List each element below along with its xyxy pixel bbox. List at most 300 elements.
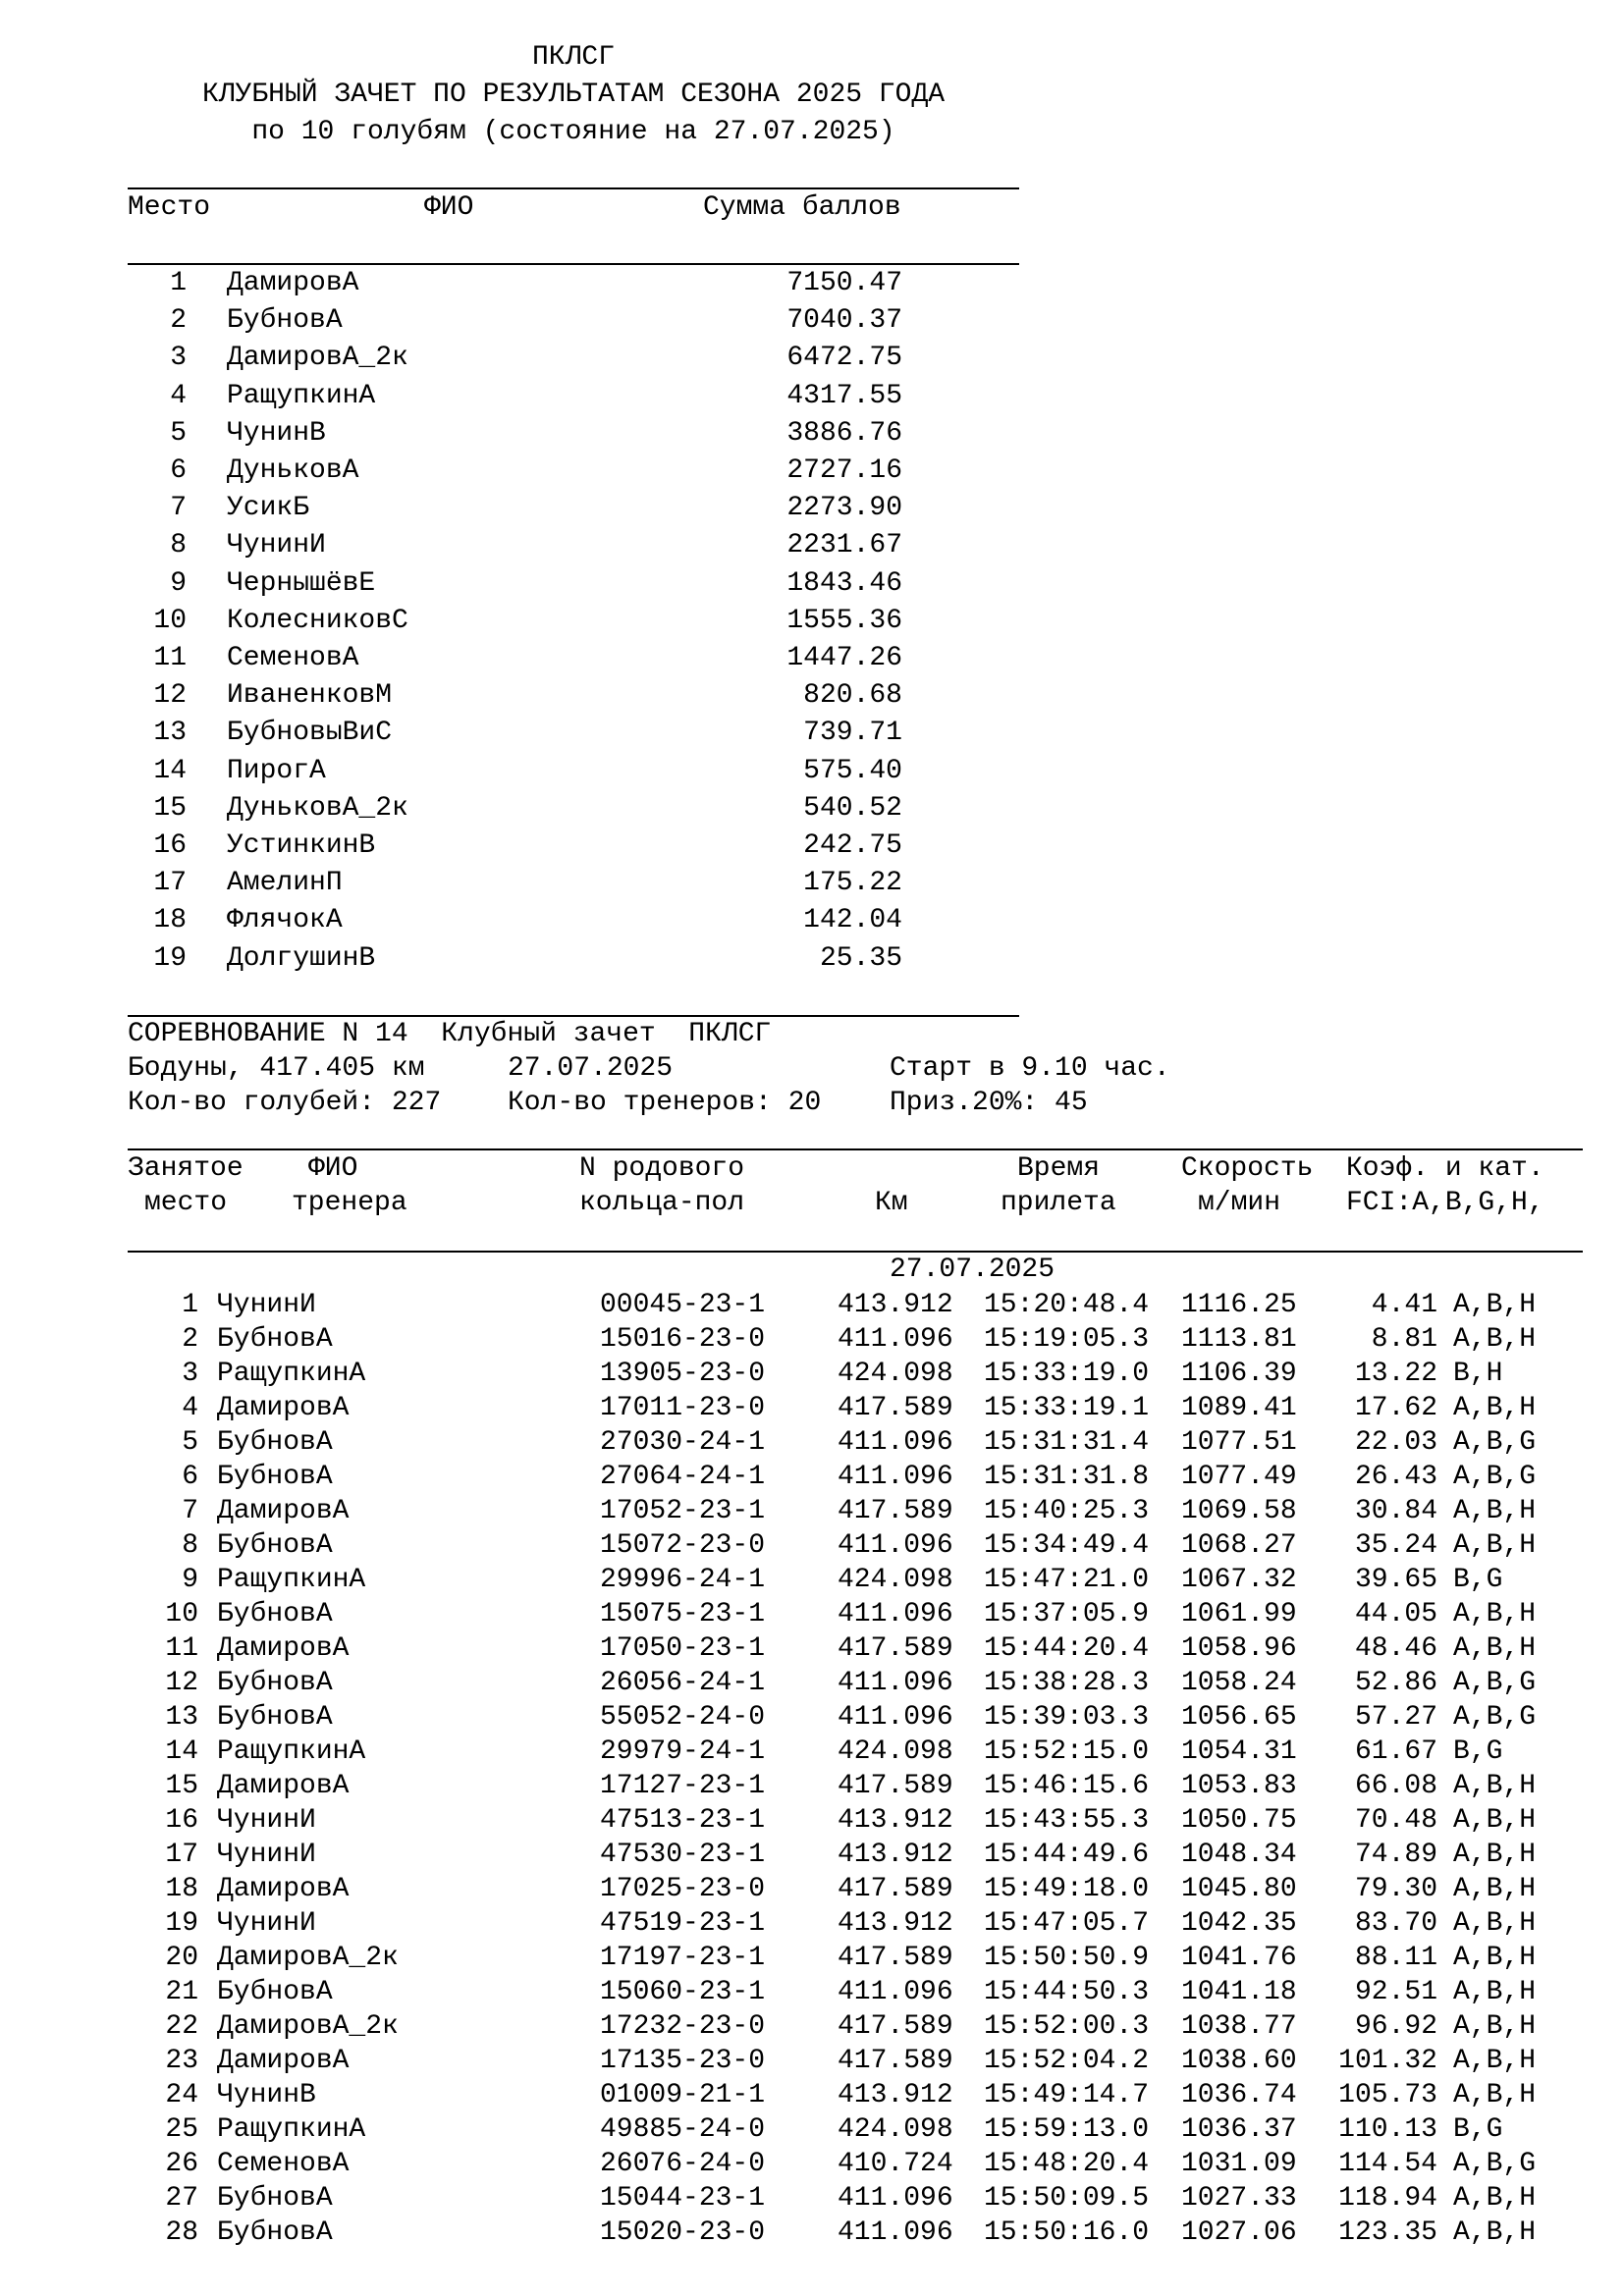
- results-header-speed: Скорость: [1181, 1153, 1314, 1184]
- result-trainer: ДамировА: [217, 2046, 350, 2076]
- result-category: A,B,H: [1453, 2080, 1537, 2110]
- result-ring: 17052-23-1: [600, 1496, 766, 1526]
- result-trainer: БубновА: [217, 1599, 333, 1629]
- result-coef: 61.67: [1354, 1736, 1437, 1767]
- results-header-time: Время: [1017, 1153, 1101, 1184]
- club-name: ПКЛСГ: [531, 42, 615, 73]
- standing-place: 5: [170, 417, 187, 449]
- result-category: A,B,H: [1453, 1805, 1537, 1836]
- result-ring: 47519-23-1: [600, 1908, 766, 1939]
- result-time: 15:48:20.4: [984, 2149, 1150, 2179]
- results-header-time: прилета: [1001, 1188, 1116, 1218]
- result-trainer: ЧунинИ: [217, 1840, 316, 1870]
- standing-score: 4317.55: [786, 380, 902, 411]
- result-category: A,B,H: [1453, 1290, 1537, 1320]
- standing-score: 2273.90: [786, 493, 902, 524]
- result-coef: 44.05: [1354, 1599, 1437, 1629]
- result-time: 15:43:55.3: [984, 1805, 1150, 1836]
- result-km: 411.096: [838, 1977, 953, 2007]
- result-ring: 47530-23-1: [600, 1840, 766, 1870]
- result-km: 417.589: [838, 1393, 953, 1423]
- result-trainer: БубновА: [217, 1668, 333, 1698]
- result-coef: 118.94: [1338, 2183, 1437, 2214]
- result-category: B,G: [1453, 1736, 1503, 1767]
- result-trainer: ДамировА: [217, 1633, 350, 1664]
- result-coef: 74.89: [1354, 1840, 1437, 1870]
- standing-name: ЧунинВ: [227, 417, 326, 449]
- result-place: 23: [165, 2046, 198, 2076]
- result-coef: 57.27: [1354, 1702, 1437, 1733]
- result-trainer: ДамировА: [217, 1874, 350, 1904]
- result-speed: 1045.80: [1181, 1874, 1297, 1904]
- result-ring: 13905-23-0: [600, 1359, 766, 1389]
- result-category: B,G: [1453, 1565, 1503, 1595]
- result-category: A,B,G: [1453, 1668, 1537, 1698]
- standing-score: 3886.76: [786, 417, 902, 449]
- competition-location: Бодуны, 417.405 км: [128, 1053, 425, 1084]
- results-header-coef: FCI:A,B,G,H,: [1346, 1188, 1544, 1218]
- result-trainer: БубновА: [217, 1427, 333, 1458]
- result-time: 15:50:50.9: [984, 1943, 1150, 1973]
- standing-score: 575.40: [803, 755, 902, 786]
- standing-name: ИваненковМ: [227, 680, 393, 712]
- result-place: 24: [165, 2080, 198, 2110]
- result-category: B,G: [1453, 2114, 1503, 2145]
- standing-score: 142.04: [803, 905, 902, 936]
- results-header-name: ФИО: [308, 1153, 358, 1184]
- standing-score: 7040.37: [786, 305, 902, 337]
- standing-place: 6: [170, 455, 187, 486]
- result-speed: 1068.27: [1181, 1530, 1297, 1561]
- result-speed: 1067.32: [1181, 1565, 1297, 1595]
- standing-score: 2231.67: [786, 530, 902, 561]
- result-time: 15:39:03.3: [984, 1702, 1150, 1733]
- result-speed: 1031.09: [1181, 2149, 1297, 2179]
- standing-place: 14: [153, 755, 187, 786]
- result-km: 411.096: [838, 1599, 953, 1629]
- result-trainer: БубновА: [217, 2217, 333, 2248]
- result-km: 417.589: [838, 1496, 953, 1526]
- result-category: A,B,H: [1453, 1324, 1537, 1355]
- result-coef: 30.84: [1354, 1496, 1437, 1526]
- result-speed: 1077.49: [1181, 1462, 1297, 1492]
- result-category: A,B,H: [1453, 1840, 1537, 1870]
- results-header-ring: кольца-пол: [579, 1188, 745, 1218]
- result-speed: 1027.06: [1181, 2217, 1297, 2248]
- result-km: 411.096: [838, 2183, 953, 2214]
- result-ring: 15072-23-0: [600, 1530, 766, 1561]
- result-time: 15:47:21.0: [984, 1565, 1150, 1595]
- standing-name: УстинкинВ: [227, 830, 376, 861]
- competition-title: СОРЕВНОВАНИЕ N 14 Клубный зачет ПКЛСГ: [128, 1019, 772, 1049]
- result-place: 27: [165, 2183, 198, 2214]
- trainer-count: Кол-во тренеров: 20: [508, 1088, 822, 1118]
- standing-place: 8: [170, 530, 187, 561]
- result-trainer: ДамировА: [217, 1393, 350, 1423]
- result-speed: 1116.25: [1181, 1290, 1297, 1320]
- standing-name: КолесниковС: [227, 605, 408, 636]
- result-km: 417.589: [838, 1771, 953, 1801]
- divider: [128, 1015, 1019, 1017]
- result-category: A,B,H: [1453, 2217, 1537, 2248]
- result-km: 417.589: [838, 2046, 953, 2076]
- result-ring: 15075-23-1: [600, 1599, 766, 1629]
- result-ring: 29979-24-1: [600, 1736, 766, 1767]
- results-header-ring: N родового: [579, 1153, 745, 1184]
- result-coef: 110.13: [1338, 2114, 1437, 2145]
- result-coef: 4.41: [1371, 1290, 1437, 1320]
- standing-place: 9: [170, 567, 187, 599]
- result-km: 417.589: [838, 1943, 953, 1973]
- result-km: 411.096: [838, 1668, 953, 1698]
- result-km: 417.589: [838, 1633, 953, 1664]
- result-trainer: ЧунинИ: [217, 1805, 316, 1836]
- result-place: 13: [165, 1702, 198, 1733]
- result-place: 9: [182, 1565, 198, 1595]
- standing-score: 1843.46: [786, 567, 902, 599]
- divider: [128, 263, 1019, 265]
- result-speed: 1038.77: [1181, 2011, 1297, 2042]
- result-time: 15:50:09.5: [984, 2183, 1150, 2214]
- result-trainer: ДамировА_2к: [217, 1943, 399, 1973]
- result-time: 15:50:16.0: [984, 2217, 1150, 2248]
- result-km: 413.912: [838, 1840, 953, 1870]
- result-trainer: РащупкинА: [217, 1736, 366, 1767]
- result-time: 15:44:50.3: [984, 1977, 1150, 2007]
- standing-place: 17: [153, 868, 187, 899]
- standing-place: 10: [153, 605, 187, 636]
- result-category: A,B,H: [1453, 1393, 1537, 1423]
- result-time: 15:44:49.6: [984, 1840, 1150, 1870]
- result-trainer: БубновА: [217, 1530, 333, 1561]
- result-speed: 1061.99: [1181, 1599, 1297, 1629]
- result-speed: 1048.34: [1181, 1840, 1297, 1870]
- competition-start: Старт в 9.10 час.: [890, 1053, 1170, 1084]
- standing-score: 6472.75: [786, 343, 902, 374]
- standing-name: ДуньковА_2к: [227, 792, 408, 824]
- standing-name: БубновА: [227, 305, 343, 337]
- result-km: 417.589: [838, 2011, 953, 2042]
- standing-place: 2: [170, 305, 187, 337]
- standing-name: ДуньковА: [227, 455, 359, 486]
- result-speed: 1058.96: [1181, 1633, 1297, 1664]
- result-km: 424.098: [838, 1565, 953, 1595]
- standing-score: 820.68: [803, 680, 902, 712]
- result-km: 411.096: [838, 1530, 953, 1561]
- result-km: 413.912: [838, 2080, 953, 2110]
- result-coef: 88.11: [1354, 1943, 1437, 1973]
- result-speed: 1038.60: [1181, 2046, 1297, 2076]
- result-category: A,B,H: [1453, 1633, 1537, 1664]
- result-time: 15:20:48.4: [984, 1290, 1150, 1320]
- results-header-km: Км: [875, 1188, 908, 1218]
- standing-place: 11: [153, 643, 187, 673]
- standing-place: 4: [170, 380, 187, 411]
- standings-header-score: Сумма баллов: [703, 192, 901, 223]
- result-speed: 1041.76: [1181, 1943, 1297, 1973]
- result-trainer: БубновА: [217, 1977, 333, 2007]
- result-km: 410.724: [838, 2149, 953, 2179]
- result-trainer: РащупкинА: [217, 2114, 366, 2145]
- result-ring: 17135-23-0: [600, 2046, 766, 2076]
- result-ring: 15060-23-1: [600, 1977, 766, 2007]
- result-km: 413.912: [838, 1805, 953, 1836]
- result-ring: 17025-23-0: [600, 1874, 766, 1904]
- result-speed: 1054.31: [1181, 1736, 1297, 1767]
- standings-header-name: ФИО: [424, 192, 474, 223]
- result-time: 15:47:05.7: [984, 1908, 1150, 1939]
- standing-name: ПирогА: [227, 755, 326, 786]
- result-speed: 1036.74: [1181, 2080, 1297, 2110]
- result-place: 2: [182, 1324, 198, 1355]
- result-place: 22: [165, 2011, 198, 2042]
- result-speed: 1089.41: [1181, 1393, 1297, 1423]
- result-ring: 55052-24-0: [600, 1702, 766, 1733]
- result-place: 20: [165, 1943, 198, 1973]
- result-time: 15:52:15.0: [984, 1736, 1150, 1767]
- result-km: 417.589: [838, 1874, 953, 1904]
- result-time: 15:19:05.3: [984, 1324, 1150, 1355]
- result-trainer: БубновА: [217, 1702, 333, 1733]
- result-category: A,B,H: [1453, 1599, 1537, 1629]
- result-km: 411.096: [838, 1462, 953, 1492]
- result-ring: 15016-23-0: [600, 1324, 766, 1355]
- result-trainer: СеменовА: [217, 2149, 350, 2179]
- result-ring: 00045-23-1: [600, 1290, 766, 1320]
- result-time: 15:31:31.8: [984, 1462, 1150, 1492]
- result-category: A,B,H: [1453, 1771, 1537, 1801]
- result-category: A,B,H: [1453, 1977, 1537, 2007]
- result-time: 15:33:19.1: [984, 1393, 1150, 1423]
- result-time: 15:49:18.0: [984, 1874, 1150, 1904]
- result-place: 28: [165, 2217, 198, 2248]
- result-ring: 47513-23-1: [600, 1805, 766, 1836]
- result-coef: 101.32: [1338, 2046, 1437, 2076]
- result-category: A,B,G: [1453, 1427, 1537, 1458]
- result-trainer: ДамировА: [217, 1496, 350, 1526]
- result-time: 15:31:31.4: [984, 1427, 1150, 1458]
- result-place: 7: [182, 1496, 198, 1526]
- result-coef: 26.43: [1354, 1462, 1437, 1492]
- result-speed: 1027.33: [1181, 2183, 1297, 2214]
- standing-name: БубновыВиС: [227, 718, 393, 749]
- result-ring: 15020-23-0: [600, 2217, 766, 2248]
- result-coef: 79.30: [1354, 1874, 1437, 1904]
- result-place: 5: [182, 1427, 198, 1458]
- result-ring: 17197-23-1: [600, 1943, 766, 1973]
- result-speed: 1053.83: [1181, 1771, 1297, 1801]
- result-ring: 26076-24-0: [600, 2149, 766, 2179]
- result-time: 15:37:05.9: [984, 1599, 1150, 1629]
- standing-place: 15: [153, 792, 187, 824]
- standings-header-place: Место: [128, 192, 211, 223]
- result-coef: 70.48: [1354, 1805, 1437, 1836]
- standing-place: 1: [170, 268, 187, 298]
- result-km: 411.096: [838, 1324, 953, 1355]
- standing-place: 12: [153, 680, 187, 712]
- standing-score: 242.75: [803, 830, 902, 861]
- result-category: A,B,H: [1453, 2011, 1537, 2042]
- result-ring: 17011-23-0: [600, 1393, 766, 1423]
- result-place: 19: [165, 1908, 198, 1939]
- result-trainer: ДамировА_2к: [217, 2011, 399, 2042]
- result-coef: 35.24: [1354, 1530, 1437, 1561]
- result-trainer: РащупкинА: [217, 1359, 366, 1389]
- standing-score: 175.22: [803, 868, 902, 899]
- result-place: 3: [182, 1359, 198, 1389]
- results-header-place: Занятое: [128, 1153, 244, 1184]
- result-coef: 96.92: [1354, 2011, 1437, 2042]
- result-coef: 105.73: [1338, 2080, 1437, 2110]
- result-ring: 29996-24-1: [600, 1565, 766, 1595]
- result-coef: 92.51: [1354, 1977, 1437, 2007]
- results-header-place: место: [144, 1188, 228, 1218]
- result-time: 15:40:25.3: [984, 1496, 1150, 1526]
- standing-name: ЧунинИ: [227, 530, 326, 561]
- result-coef: 39.65: [1354, 1565, 1437, 1595]
- result-speed: 1113.81: [1181, 1324, 1297, 1355]
- result-category: A,B,G: [1453, 2149, 1537, 2179]
- standing-name: УсикБ: [227, 493, 310, 524]
- result-ring: 01009-21-1: [600, 2080, 766, 2110]
- result-trainer: БубновА: [217, 1324, 333, 1355]
- result-coef: 66.08: [1354, 1771, 1437, 1801]
- result-coef: 52.86: [1354, 1668, 1437, 1698]
- standing-name: ФлячокА: [227, 905, 343, 936]
- result-trainer: ЧунинВ: [217, 2080, 316, 2110]
- result-ring: 17232-23-0: [600, 2011, 766, 2042]
- result-place: 21: [165, 1977, 198, 2007]
- standing-name: РащупкинА: [227, 380, 376, 411]
- result-place: 10: [165, 1599, 198, 1629]
- result-coef: 22.03: [1354, 1427, 1437, 1458]
- result-time: 15:49:14.7: [984, 2080, 1150, 2110]
- result-place: 6: [182, 1462, 198, 1492]
- document-title: КЛУБНЫЙ ЗАЧЕТ ПО РЕЗУЛЬТАТАМ СЕЗОНА 2025 ГОДА: [201, 80, 946, 110]
- result-trainer: ЧунинИ: [217, 1908, 316, 1939]
- result-ring: 27064-24-1: [600, 1462, 766, 1492]
- standing-place: 16: [153, 830, 187, 861]
- divider: [128, 1148, 1583, 1150]
- result-ring: 17050-23-1: [600, 1633, 766, 1664]
- result-category: A,B,H: [1453, 1874, 1537, 1904]
- result-trainer: БубновА: [217, 2183, 333, 2214]
- result-time: 15:59:13.0: [984, 2114, 1150, 2145]
- result-trainer: ДамировА: [217, 1771, 350, 1801]
- result-place: 26: [165, 2149, 198, 2179]
- result-speed: 1069.58: [1181, 1496, 1297, 1526]
- standing-score: 1447.26: [786, 643, 902, 673]
- result-km: 413.912: [838, 1908, 953, 1939]
- result-coef: 123.35: [1338, 2217, 1437, 2248]
- pigeon-count: Кол-во голубей: 227: [128, 1088, 442, 1118]
- result-km: 411.096: [838, 1427, 953, 1458]
- standing-place: 18: [153, 905, 187, 936]
- result-category: A,B,H: [1453, 1943, 1537, 1973]
- standing-score: 2727.16: [786, 455, 902, 486]
- standing-score: 25.35: [819, 942, 902, 974]
- standing-score: 739.71: [803, 718, 902, 749]
- result-category: A,B,H: [1453, 2183, 1537, 2214]
- standing-name: АмелинП: [227, 868, 343, 899]
- result-time: 15:46:15.6: [984, 1771, 1150, 1801]
- result-km: 411.096: [838, 1702, 953, 1733]
- standing-name: ДамировА_2к: [227, 343, 408, 374]
- result-speed: 1056.65: [1181, 1702, 1297, 1733]
- result-trainer: ЧунинИ: [217, 1290, 316, 1320]
- result-place: 12: [165, 1668, 198, 1698]
- result-place: 17: [165, 1840, 198, 1870]
- result-category: A,B,H: [1453, 1530, 1537, 1561]
- result-coef: 48.46: [1354, 1633, 1437, 1664]
- result-coef: 13.22: [1354, 1359, 1437, 1389]
- result-place: 16: [165, 1805, 198, 1836]
- result-time: 15:52:04.2: [984, 2046, 1150, 2076]
- result-ring: 17127-23-1: [600, 1771, 766, 1801]
- result-coef: 8.81: [1371, 1324, 1437, 1355]
- result-category: A,B,G: [1453, 1702, 1537, 1733]
- result-coef: 83.70: [1354, 1908, 1437, 1939]
- result-category: B,H: [1453, 1359, 1503, 1389]
- standing-score: 540.52: [803, 792, 902, 824]
- result-place: 14: [165, 1736, 198, 1767]
- standing-name: СеменовА: [227, 643, 359, 673]
- standing-place: 3: [170, 343, 187, 374]
- standing-place: 7: [170, 493, 187, 524]
- divider: [128, 1251, 1583, 1253]
- standing-score: 1555.36: [786, 605, 902, 636]
- result-place: 1: [182, 1290, 198, 1320]
- result-trainer: БубновА: [217, 1462, 333, 1492]
- result-km: 424.098: [838, 1736, 953, 1767]
- result-trainer: РащупкинА: [217, 1565, 366, 1595]
- result-speed: 1050.75: [1181, 1805, 1297, 1836]
- result-place: 25: [165, 2114, 198, 2145]
- result-speed: 1077.51: [1181, 1427, 1297, 1458]
- standing-place: 13: [153, 718, 187, 749]
- result-time: 15:34:49.4: [984, 1530, 1150, 1561]
- result-time: 15:38:28.3: [984, 1668, 1150, 1698]
- result-category: A,B,H: [1453, 1496, 1537, 1526]
- result-place: 18: [165, 1874, 198, 1904]
- result-speed: 1106.39: [1181, 1359, 1297, 1389]
- prize-count: Приз.20%: 45: [890, 1088, 1088, 1118]
- result-place: 11: [165, 1633, 198, 1664]
- standing-place: 19: [153, 942, 187, 974]
- standing-name: ДамировА: [227, 268, 359, 298]
- standing-score: 7150.47: [786, 268, 902, 298]
- result-category: A,B,G: [1453, 1462, 1537, 1492]
- result-time: 15:33:19.0: [984, 1359, 1150, 1389]
- result-ring: 27030-24-1: [600, 1427, 766, 1458]
- competition-date: 27.07.2025: [508, 1053, 674, 1084]
- result-km: 424.098: [838, 2114, 953, 2145]
- document-subtitle: по 10 голубям (состояние на 27.07.2025): [251, 117, 895, 147]
- results-date-row: 27.07.2025: [890, 1255, 1056, 1285]
- result-km: 424.098: [838, 1359, 953, 1389]
- result-category: A,B,H: [1453, 1908, 1537, 1939]
- result-km: 413.912: [838, 1290, 953, 1320]
- result-coef: 17.62: [1354, 1393, 1437, 1423]
- result-place: 15: [165, 1771, 198, 1801]
- result-km: 411.096: [838, 2217, 953, 2248]
- result-speed: 1036.37: [1181, 2114, 1297, 2145]
- result-ring: 15044-23-1: [600, 2183, 766, 2214]
- result-time: 15:44:20.4: [984, 1633, 1150, 1664]
- result-place: 4: [182, 1393, 198, 1423]
- result-ring: 26056-24-1: [600, 1668, 766, 1698]
- result-ring: 49885-24-0: [600, 2114, 766, 2145]
